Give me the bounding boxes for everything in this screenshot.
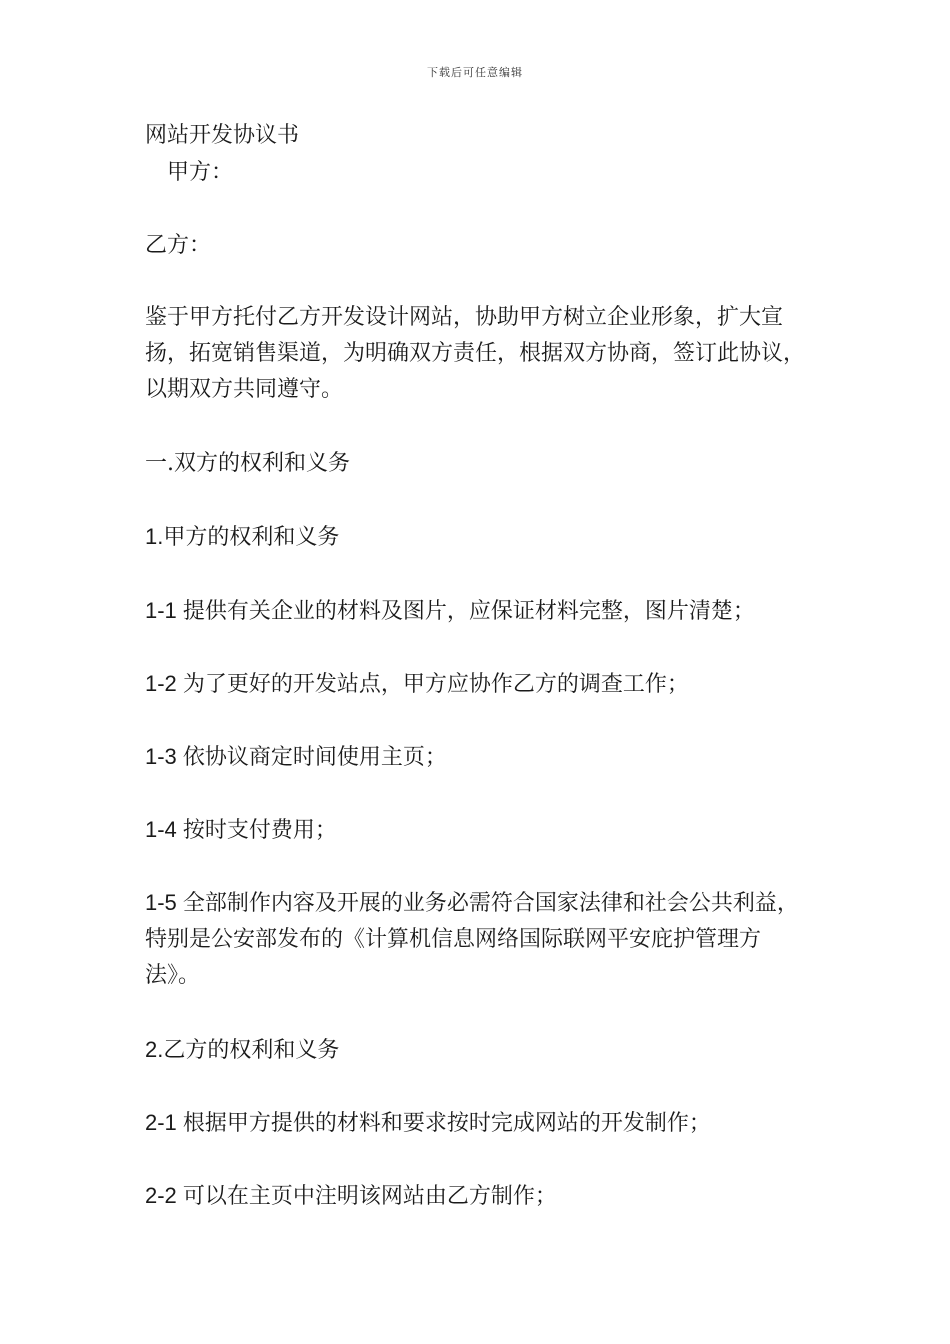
clause-1-1	[145, 593, 835, 630]
party-a-label: 甲方：	[167, 160, 234, 185]
clause-1-1-number: 1-1	[145, 598, 183, 623]
clause-1-2	[145, 666, 835, 703]
clause-1-4	[145, 812, 835, 849]
subsection-1-text: 甲方的权利和义务	[163, 525, 340, 550]
section-1-heading: 一.双方的权利和义务	[145, 451, 350, 476]
subsection-1-heading	[145, 519, 835, 556]
clause-2-1-number: 2-1	[145, 1110, 183, 1135]
clause-1-1-text: 提供有关企业的材料及图片，应保证材料完整，图片清楚；	[182, 599, 755, 624]
clause-1-5-text-1: 全部制作内容及开展的业务必需符合国家法律和社会公共利益，	[182, 891, 799, 916]
clause-2-2-text: 可以在主页中注明该网站由乙方制作；	[182, 1184, 557, 1209]
intro-line-3: 以期双方共同遵守。	[145, 377, 344, 402]
clause-2-1	[145, 1105, 835, 1142]
clause-1-4-text: 按时支付费用；	[182, 818, 337, 843]
subsection-2-number: 2.	[145, 1037, 164, 1062]
clause-1-3-number: 1-3	[145, 744, 183, 769]
clause-1-5-line-1	[145, 885, 835, 922]
subsection-2-heading	[145, 1032, 835, 1069]
party-b-label: 乙方：	[145, 233, 212, 258]
clause-2-2	[145, 1178, 835, 1215]
clause-1-2-text: 为了更好的开发站点，甲方应协作乙方的调查工作；	[182, 672, 689, 697]
document-title: 网站开发协议书	[145, 123, 300, 148]
subsection-1-number: 1.	[145, 524, 164, 549]
intro-line-2: 扬，拓宽销售渠道，为明确双方责任，根据双方协商，签订此协议，	[145, 341, 806, 366]
clause-1-3	[145, 739, 835, 776]
clause-1-3-text: 依协议商定时间使用主页；	[182, 745, 447, 770]
page-header: 下载后可任意编辑	[427, 66, 523, 79]
clause-2-2-number: 2-2	[145, 1183, 183, 1208]
clause-1-5-line-3: 法》。	[145, 963, 201, 988]
intro-paragraph	[145, 300, 835, 408]
clause-1-5-number: 1-5	[145, 890, 183, 915]
clause-1-5	[145, 885, 835, 994]
clause-1-4-number: 1-4	[145, 817, 183, 842]
clause-1-2-number: 1-2	[145, 671, 183, 696]
subsection-2-text: 乙方的权利和义务	[163, 1038, 340, 1063]
intro-line-1: 鉴于甲方托付乙方开发设计网站，协助甲方树立企业形象，扩大宣	[145, 305, 784, 330]
clause-2-1-text: 根据甲方提供的材料和要求按时完成网站的开发制作；	[182, 1111, 711, 1136]
clause-1-5-line-2: 特别是公安部发布的《计算机信息网络国际联网平安庇护管理方	[145, 927, 762, 952]
